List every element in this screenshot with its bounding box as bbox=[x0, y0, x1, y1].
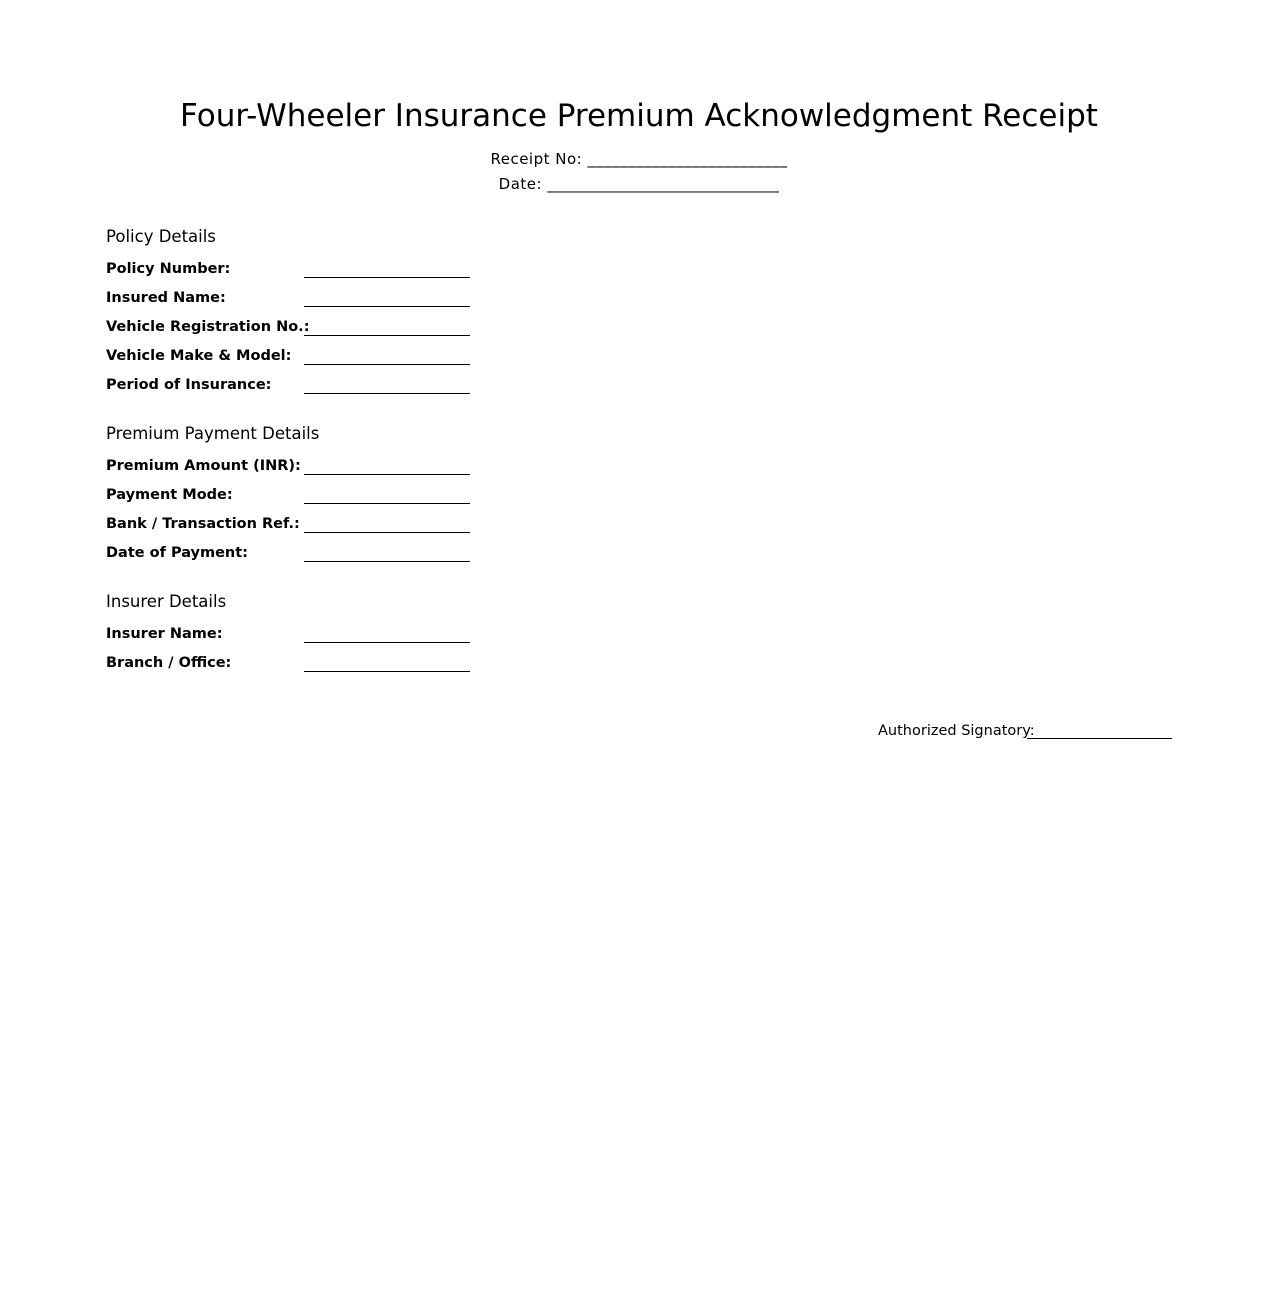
section-heading-premium-payment-details: Premium Payment Details bbox=[106, 424, 320, 443]
blank-line bbox=[304, 513, 470, 533]
field-label: Vehicle Registration No.: bbox=[106, 319, 310, 335]
field-payment-mode bbox=[106, 484, 476, 506]
section-heading-policy-details: Policy Details bbox=[106, 227, 216, 246]
field-date-of-payment bbox=[106, 542, 476, 564]
signature-blank-line bbox=[1027, 720, 1172, 739]
field-label: Insurer Name: bbox=[106, 626, 223, 642]
field-insured-name bbox=[106, 287, 476, 309]
signatory-label: Authorized Signatory: bbox=[878, 723, 1035, 739]
blank-line bbox=[304, 258, 470, 278]
blank-line bbox=[304, 455, 470, 475]
field-label: Branch / Office: bbox=[106, 655, 232, 671]
authorized-signatory bbox=[878, 720, 1178, 742]
field-label: Date of Payment: bbox=[106, 545, 248, 561]
document-title: Four-Wheeler Insurance Premium Acknowledgment Receipt bbox=[180, 98, 1098, 134]
field-insurer-name bbox=[106, 623, 476, 645]
field-vehicle-make-model bbox=[106, 345, 476, 367]
blank-line bbox=[304, 652, 470, 672]
blank-line bbox=[304, 542, 470, 562]
blank-line bbox=[304, 287, 470, 307]
field-label: Premium Amount (INR): bbox=[106, 458, 301, 474]
field-label: Payment Mode: bbox=[106, 487, 233, 503]
field-vehicle-registration bbox=[106, 316, 476, 338]
date-line: Date: _____________________________ bbox=[498, 175, 780, 193]
field-label: Vehicle Make & Model: bbox=[106, 348, 292, 364]
receipt-number-line: Receipt No: _________________________ bbox=[490, 150, 788, 168]
blank-line bbox=[304, 374, 470, 394]
field-branch-office bbox=[106, 652, 476, 674]
blank-line bbox=[304, 623, 470, 643]
section-heading-insurer-details: Insurer Details bbox=[106, 592, 227, 611]
field-label: Policy Number: bbox=[106, 261, 231, 277]
field-premium-amount bbox=[106, 455, 476, 477]
blank-line bbox=[304, 345, 470, 365]
blank-line bbox=[304, 316, 470, 336]
field-transaction-ref bbox=[106, 513, 476, 535]
field-label: Period of Insurance: bbox=[106, 377, 272, 393]
field-policy-number bbox=[106, 258, 476, 280]
field-label: Bank / Transaction Ref.: bbox=[106, 516, 300, 532]
field-period-of-insurance bbox=[106, 374, 476, 396]
blank-line bbox=[304, 484, 470, 504]
field-label: Insured Name: bbox=[106, 290, 226, 306]
